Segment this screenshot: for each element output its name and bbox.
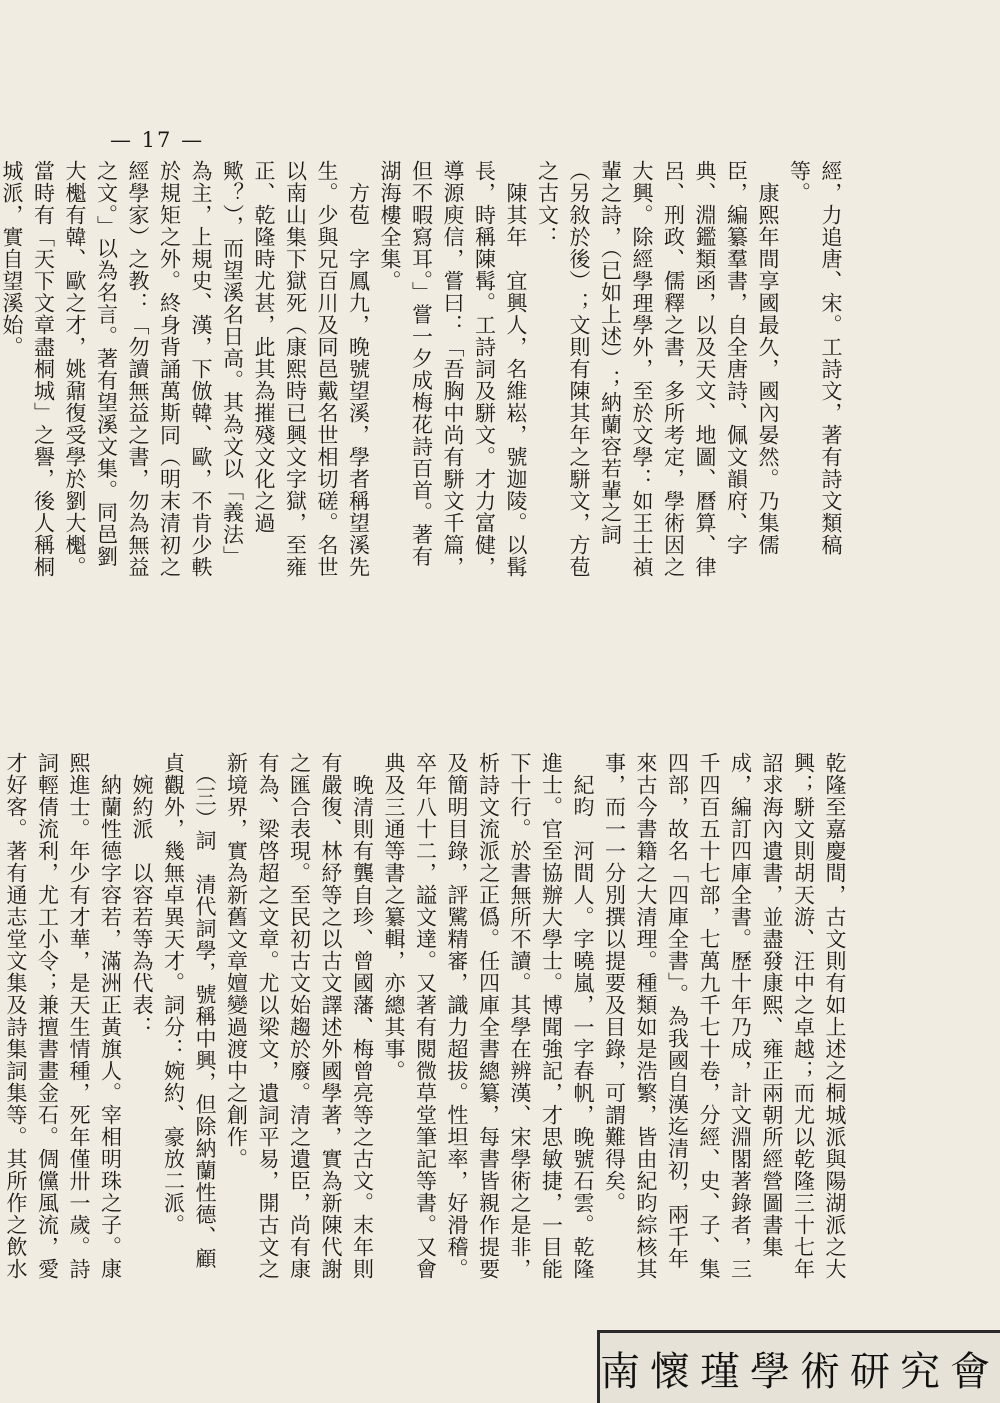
society-seal: 南懷瑾學術研究會	[597, 1330, 1000, 1403]
lower-text-block: 乾隆至嘉慶間，古文則有如上述之桐城派與陽湖派之大興；駢文則胡天游、汪中之卓越；而尤以乾隆三十七年詔求海內遺書，並盡發康熙、雍正兩朝所經營圖書集成，編訂四庫全書。歷十年乃成，計文淵閣著錄者，三千四百五十七部，七萬九千七十卷，分經、史、子、集四部，故名「四庫全書」。為我國自漢迄清初，兩千年來古今書籍之大清理。種類如是浩繁，皆由紀昀綜核其事，而一一分別撰以提要及目錄，可謂難得矣。 紀昀 河間人。字曉嵐，一字春帆，晚號石雲。乾隆進士。官至協辦大學士。博聞強記，才思敏捷，一目能下十行。於書無所不讀。其學在辨漢、宋學術之是非，析詩文流派之正僞。任四庫全書總纂，每書皆親作提要及簡明目錄，評騭精審，識力超拔。性坦率，好滑稽。卒年八十二，謚文達。又著有閱微草堂筆記等書。又會典及三通等書之纂輯，亦總其事。 晚清則有龔自珍、曾國藩、梅曾亮等之古文。末年則有嚴復、林紓等之以古文譯述外國學著，實為新陳代謝之匯合表現。至民初古文始趨於廢。清之遺臣，尚有康有為、梁啓超之文章。尤以梁文，遺詞平易，開古文之新境界，實為新舊文章嬗變過渡中之創作。 （三）詞 清代詞學，號稱中興，但除納蘭性德、顧貞觀外，幾無卓異天才。詞分：婉約、豪放二派。 婉約派 以容若等為代表： 納蘭性德字容若，滿洲正黃旗人。宰相明珠之子。康熙進士。年少有才華，是天生情種，死年僅卅一歲。詩詞輕倩流利，尤工小令；兼擅書畫金石。倜儻風流，愛才好客。著有通志堂文集及詩集詞集等。其所作之飲水	[4, 752, 847, 1280]
page-number: — 17 —	[110, 128, 205, 152]
upper-text-block: 經，力追唐、宋。工詩文，著有詩文類稿等。 康熙年間享國最久，國內晏然。乃集儒臣，編纂羣書，自全唐詩、佩文韻府、字典、淵鑑類函，以及天文、地圖、曆算、律呂、刑政、儒釋之書，多所考定，學術因之大興。除經學理學外，至於文學：如王士禎輩之詩，（已如上述）；納蘭容若輩之詞（另敘於後）；文則有陳其年之駢文，方苞之古文： 陳其年 宜興人，名維崧，號迦陵。以髯長，時稱陳髯。工詩詞及駢文。才力富健，導源庾信，嘗曰：「吾胸中尚有駢文千篇，但不暇寫耳。」嘗一夕成梅花詩百首。著有湖海樓全集。 方苞 字鳳九，晚號望溪，學者稱望溪先生。少與兄百川及同邑戴名世相切磋。名世以南山集下獄死（康熙時已興文字獄，至雍正、乾隆時尤甚，此其為摧殘文化之過歟？），而望溪名日高。其為文以「義法」為主，上規史、漢，下倣韓、歐，不肯少軼於規矩之外。終身背誦萬斯同（明末清初之經學家）之教：「勿讀無益之書，勿為無益之文。」以為名言。著有望溪文集。同邑劉大櫆有韓、歐之才，姚鼐復受學於劉大櫆。當時有「天下文章盡桐城」之譽，後人稱桐城派，實自望溪始。	[0, 160, 843, 578]
